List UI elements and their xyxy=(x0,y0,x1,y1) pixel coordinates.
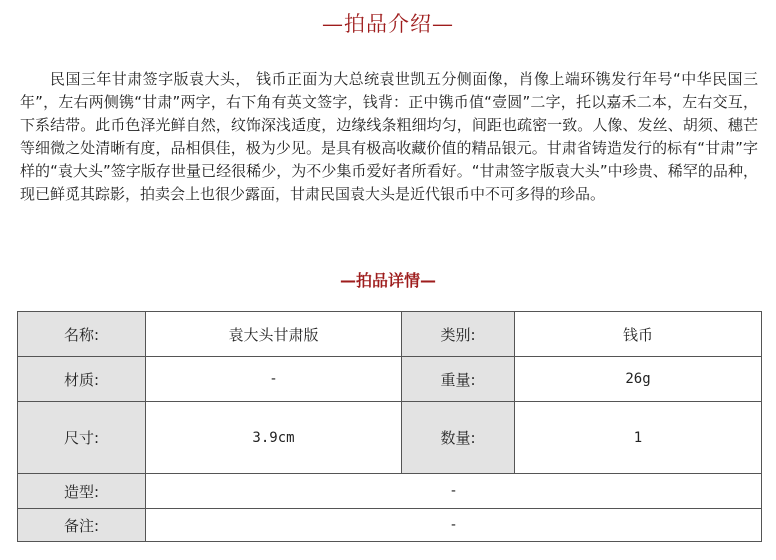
note-label: 备注: xyxy=(18,509,146,542)
table-row xyxy=(18,402,762,474)
category-label: 类别: xyxy=(402,312,515,357)
size-label: 尺寸: xyxy=(18,402,146,474)
weight-label: 重量: xyxy=(402,357,515,402)
table-row xyxy=(18,474,762,509)
table-row xyxy=(18,357,762,402)
shape-value: - xyxy=(146,474,762,509)
material-label: 材质: xyxy=(18,357,146,402)
name-label: 名称: xyxy=(18,312,146,357)
name-value: 袁大头甘肃版 xyxy=(146,312,402,357)
category-value: 钱币 xyxy=(515,312,762,357)
note-value: - xyxy=(146,509,762,542)
quantity-value: 1 xyxy=(515,402,762,474)
weight-value: 26g xyxy=(515,357,762,402)
size-value: 3.9cm xyxy=(146,402,402,474)
intro-paragraph: 民国三年甘肃签字版袁大头， 钱币正面为大总统袁世凯五分侧面像，肖像上端环镌发行年号“中华民国三年”，左右两侧镌“甘肃”两字，右下角有英文签字，钱背：正中镌币值“壹圆”二字，托以嘉禾二本，左右交互，下系结带。此币色泽光鲜自然，纹饰深浅适度，边缘线条粗细均匀，间距也疏密一致。人像、发丝、胡须、穗芒等细微之处清晰有度，品相俱佳，极为少见。是具有极高收藏价值的精品银元。甘肃省铸造发行的标有“甘肃”字样的“袁大头”签字版存世量已经很稀少，为不少集币爱好者所看好。“甘肃签字版袁大头”中珍贵、稀罕的品种，现已鲜觅其踪影，拍卖会上也很少露面，甘肃民国袁大头是近代银币中不可多得的珍品。 xyxy=(20,70,758,203)
material-value: - xyxy=(146,357,402,402)
shape-label: 造型: xyxy=(18,474,146,509)
quantity-label: 数量: xyxy=(402,402,515,474)
details-table xyxy=(17,311,762,542)
table-row xyxy=(18,509,762,542)
details-title: —拍品详情— xyxy=(339,271,436,290)
section-title: —拍品介绍— xyxy=(322,12,454,36)
table-row xyxy=(18,312,762,357)
